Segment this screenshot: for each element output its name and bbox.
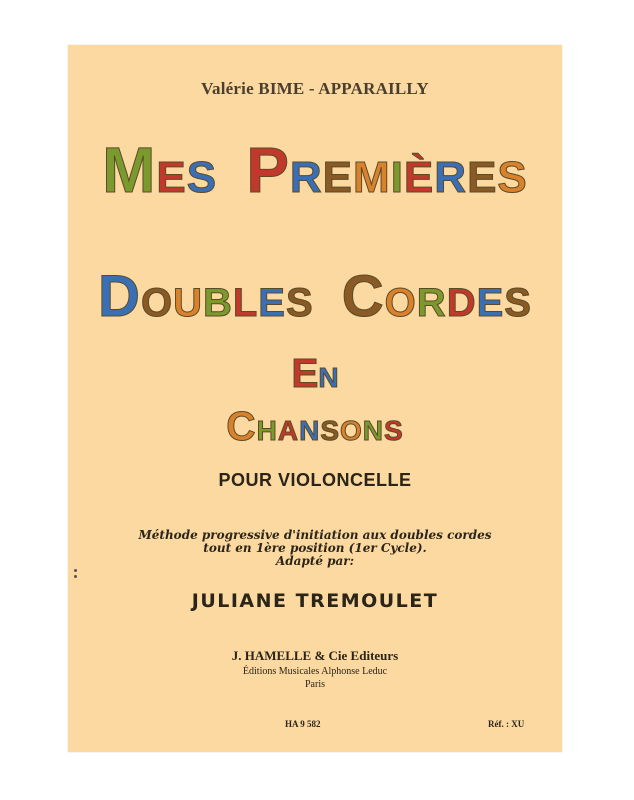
- title-letter: R: [416, 281, 447, 325]
- title-letter: S: [497, 153, 528, 202]
- title-line-1: [68, 133, 562, 207]
- title-letter: E: [476, 281, 505, 325]
- title-line-2: [68, 263, 562, 330]
- title-letter: M: [102, 134, 157, 206]
- description-line-1: Méthode progressive d'initiation aux doubles cordes: [138, 528, 492, 542]
- instrument-subtitle: POUR VIOLONCELLE: [218, 470, 412, 490]
- title-word-en-text: [291, 350, 339, 396]
- title-word-cordes: [342, 263, 532, 330]
- publisher-block: [68, 648, 562, 690]
- title-letter: È: [403, 153, 435, 202]
- title-letter: I: [390, 153, 404, 202]
- reference-code: Réf. : XU: [488, 719, 525, 729]
- title-letter: S: [384, 415, 404, 446]
- title-letter: N: [362, 415, 385, 446]
- title-letter: C: [226, 403, 257, 449]
- title-word-premieres: [246, 133, 527, 207]
- title-letter: M: [353, 153, 391, 202]
- margin-mark: [74, 569, 77, 572]
- title-letter: S: [285, 281, 314, 325]
- title-word-mes: [102, 133, 217, 207]
- publisher-city: Paris: [305, 679, 325, 690]
- author-name: Valérie BIME - APPARAILLY: [201, 79, 429, 98]
- title-letter: O: [340, 415, 363, 446]
- title-line-4: [68, 403, 562, 450]
- title-letter: O: [384, 281, 417, 325]
- publisher-name: J. HAMELLE & Cie Editeurs: [231, 648, 399, 663]
- title-word-doubles: [98, 263, 314, 330]
- title-word-mes-text: [102, 134, 218, 206]
- description-line-2: tout en 1ère position (1er Cycle).: [203, 541, 427, 555]
- title-letter: S: [320, 415, 340, 446]
- title-letter: P: [246, 134, 290, 206]
- title-letter: E: [291, 350, 319, 396]
- title-word-chansons-text: [226, 403, 404, 449]
- method-description: [108, 529, 522, 568]
- title-word-premieres-text: [246, 134, 528, 206]
- title-letter: R: [434, 153, 468, 202]
- description-line-3: Adapté par:: [275, 554, 355, 568]
- title-word-cordes-text: [341, 264, 532, 329]
- title-letter: B: [202, 281, 233, 325]
- title-letter: E: [156, 153, 187, 202]
- title-letter: A: [277, 415, 300, 446]
- title-line-3: [68, 350, 562, 397]
- title-letter: N: [318, 362, 339, 393]
- catalog-number: HA 9 582: [285, 719, 321, 729]
- title-letter: S: [186, 153, 218, 202]
- title-letter: C: [341, 264, 385, 329]
- title-letter: E: [467, 153, 498, 202]
- title-letter: E: [322, 153, 354, 202]
- publisher-subtitle: Éditions Musicales Alphonse Leduc: [242, 666, 388, 677]
- title-letter: H: [256, 415, 278, 446]
- title-word-doubles-text: [98, 264, 314, 329]
- title-letter: L: [232, 281, 259, 325]
- title-letter: D: [98, 264, 141, 329]
- title-letter: O: [140, 281, 174, 325]
- title-letter: N: [299, 415, 321, 446]
- title-letter: U: [173, 281, 203, 325]
- score-cover: [68, 45, 562, 752]
- title-letter: E: [258, 281, 286, 325]
- margin-mark: [74, 575, 77, 578]
- title-letter: R: [289, 153, 323, 202]
- title-letter: D: [446, 281, 477, 325]
- title-letter: S: [504, 281, 532, 325]
- arranger-name: JULIANE TREMOULET: [191, 590, 439, 612]
